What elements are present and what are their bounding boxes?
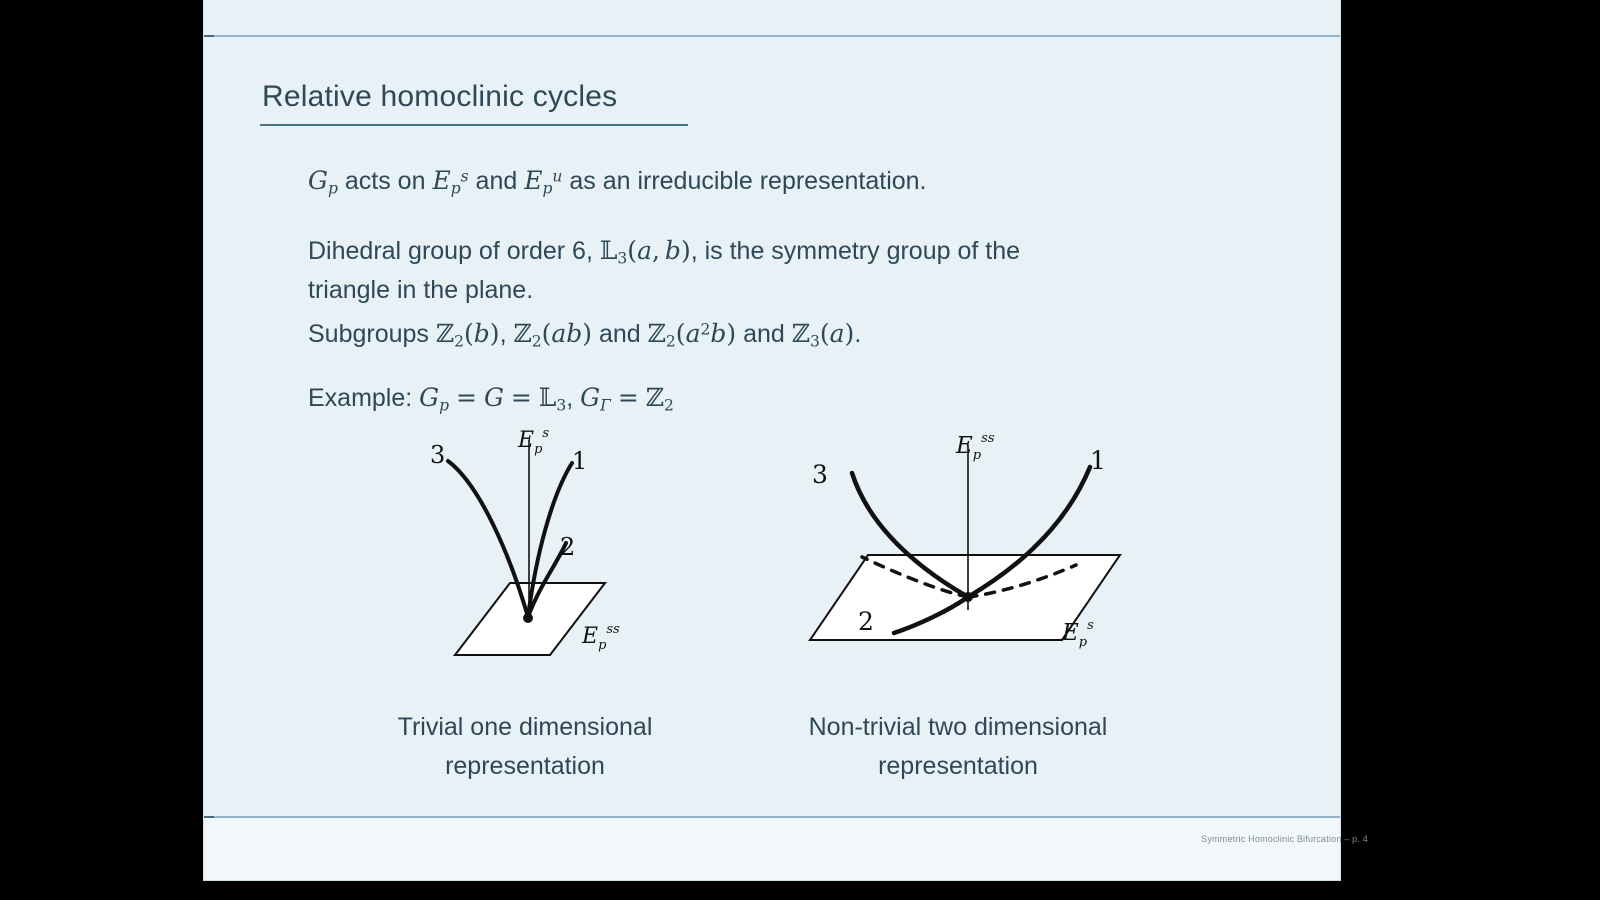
symbol-gp: $G_p$ — [308, 166, 338, 198]
figure-left-svg — [400, 425, 700, 680]
body-line-2 — [308, 234, 1020, 269]
body-line-4 — [308, 317, 861, 352]
caption-left-line2: representation — [445, 751, 605, 780]
figure-nontrivial-representation — [790, 425, 1150, 680]
line3-text: triangle in the plane. — [308, 276, 534, 304]
caption-right — [748, 708, 1168, 786]
top-rule-tick — [204, 35, 214, 37]
body-line-3 — [308, 274, 533, 308]
slide-bottom-margin — [204, 818, 1340, 880]
slide-footer: Symmetric Homoclinic Bifurcation – p. 4 — [1201, 834, 1368, 844]
figure-trivial-representation — [400, 425, 700, 680]
line4-text-a: Subgroups — [308, 320, 429, 348]
eq-1: = — [456, 383, 477, 412]
symbol-g: G — [483, 383, 504, 412]
line5-text-a: Example: — [308, 384, 413, 412]
label-branch-3-left: 3 — [430, 441, 446, 469]
line1-text-a: acts on — [344, 167, 426, 195]
line1-text-c: as an irreducible representation. — [569, 167, 927, 195]
body-line-1 — [308, 164, 927, 199]
figure-right-svg — [790, 425, 1150, 680]
label-branch-2-right: 2 — [858, 607, 874, 636]
line1-text-b: and — [475, 167, 518, 195]
bottom-rule — [204, 816, 1340, 818]
symbol-z2a2b: $ℤ_2(a^2b)$ — [647, 319, 737, 351]
title-underline — [260, 124, 688, 126]
label-plane-left: $E_p^{ss}$ — [582, 622, 620, 653]
line2-text-a: Dihedral group of order 6, — [308, 237, 593, 265]
symbol-eps: $E_p^s$ — [432, 166, 469, 198]
eq-2: = — [510, 383, 532, 412]
line4-comma: , — [499, 320, 507, 348]
line4-period: . — [854, 320, 862, 348]
symbol-epu: $E_p^u$ — [524, 166, 563, 198]
label-axis-right: $E_p^{ss}$ — [956, 431, 995, 463]
label-branch-2-left: 2 — [560, 533, 576, 561]
eq-3: = — [617, 383, 639, 412]
top-rule — [204, 35, 1340, 37]
caption-right-line2: representation — [878, 751, 1038, 780]
line4-text-c: and — [743, 320, 785, 348]
label-branch-3-right: 3 — [812, 460, 828, 489]
symbol-z2ab: ℤ$_2$(ab) — [513, 319, 593, 351]
symbol-d3: 𝕃$_3$(a, b) — [599, 236, 691, 268]
symbol-z3a: ℤ$_3$(a) — [791, 319, 855, 351]
line2-text-b: , is the symmetry group of the — [690, 237, 1020, 265]
label-branch-1-left: 1 — [572, 447, 588, 475]
line4-text-b: and — [599, 320, 641, 348]
symbol-d3-2: 𝕃$_3$ — [538, 383, 567, 415]
caption-left-line1: Trivial one dimensional — [397, 713, 653, 741]
symbol-gp-2: $G_p$ — [419, 383, 450, 415]
body-line-5 — [308, 381, 674, 416]
label-plane-right: $E_p^s$ — [1062, 618, 1094, 650]
caption-right-line1: Non-trivial two dimensional — [808, 713, 1108, 741]
label-axis-left: $E_p^s$ — [518, 426, 550, 457]
label-branch-1-right: 1 — [1090, 446, 1106, 475]
line5-comma: , — [566, 384, 574, 412]
symbol-z2b: ℤ$_2$(b) — [435, 319, 500, 351]
symbol-z2: ℤ$_2$ — [645, 383, 674, 415]
symbol-ggamma: $G_\Gamma$ — [580, 383, 611, 415]
slide-title: Relative homoclinic cycles — [262, 80, 618, 113]
caption-left — [340, 708, 710, 786]
bottom-rule-tick — [204, 816, 214, 818]
